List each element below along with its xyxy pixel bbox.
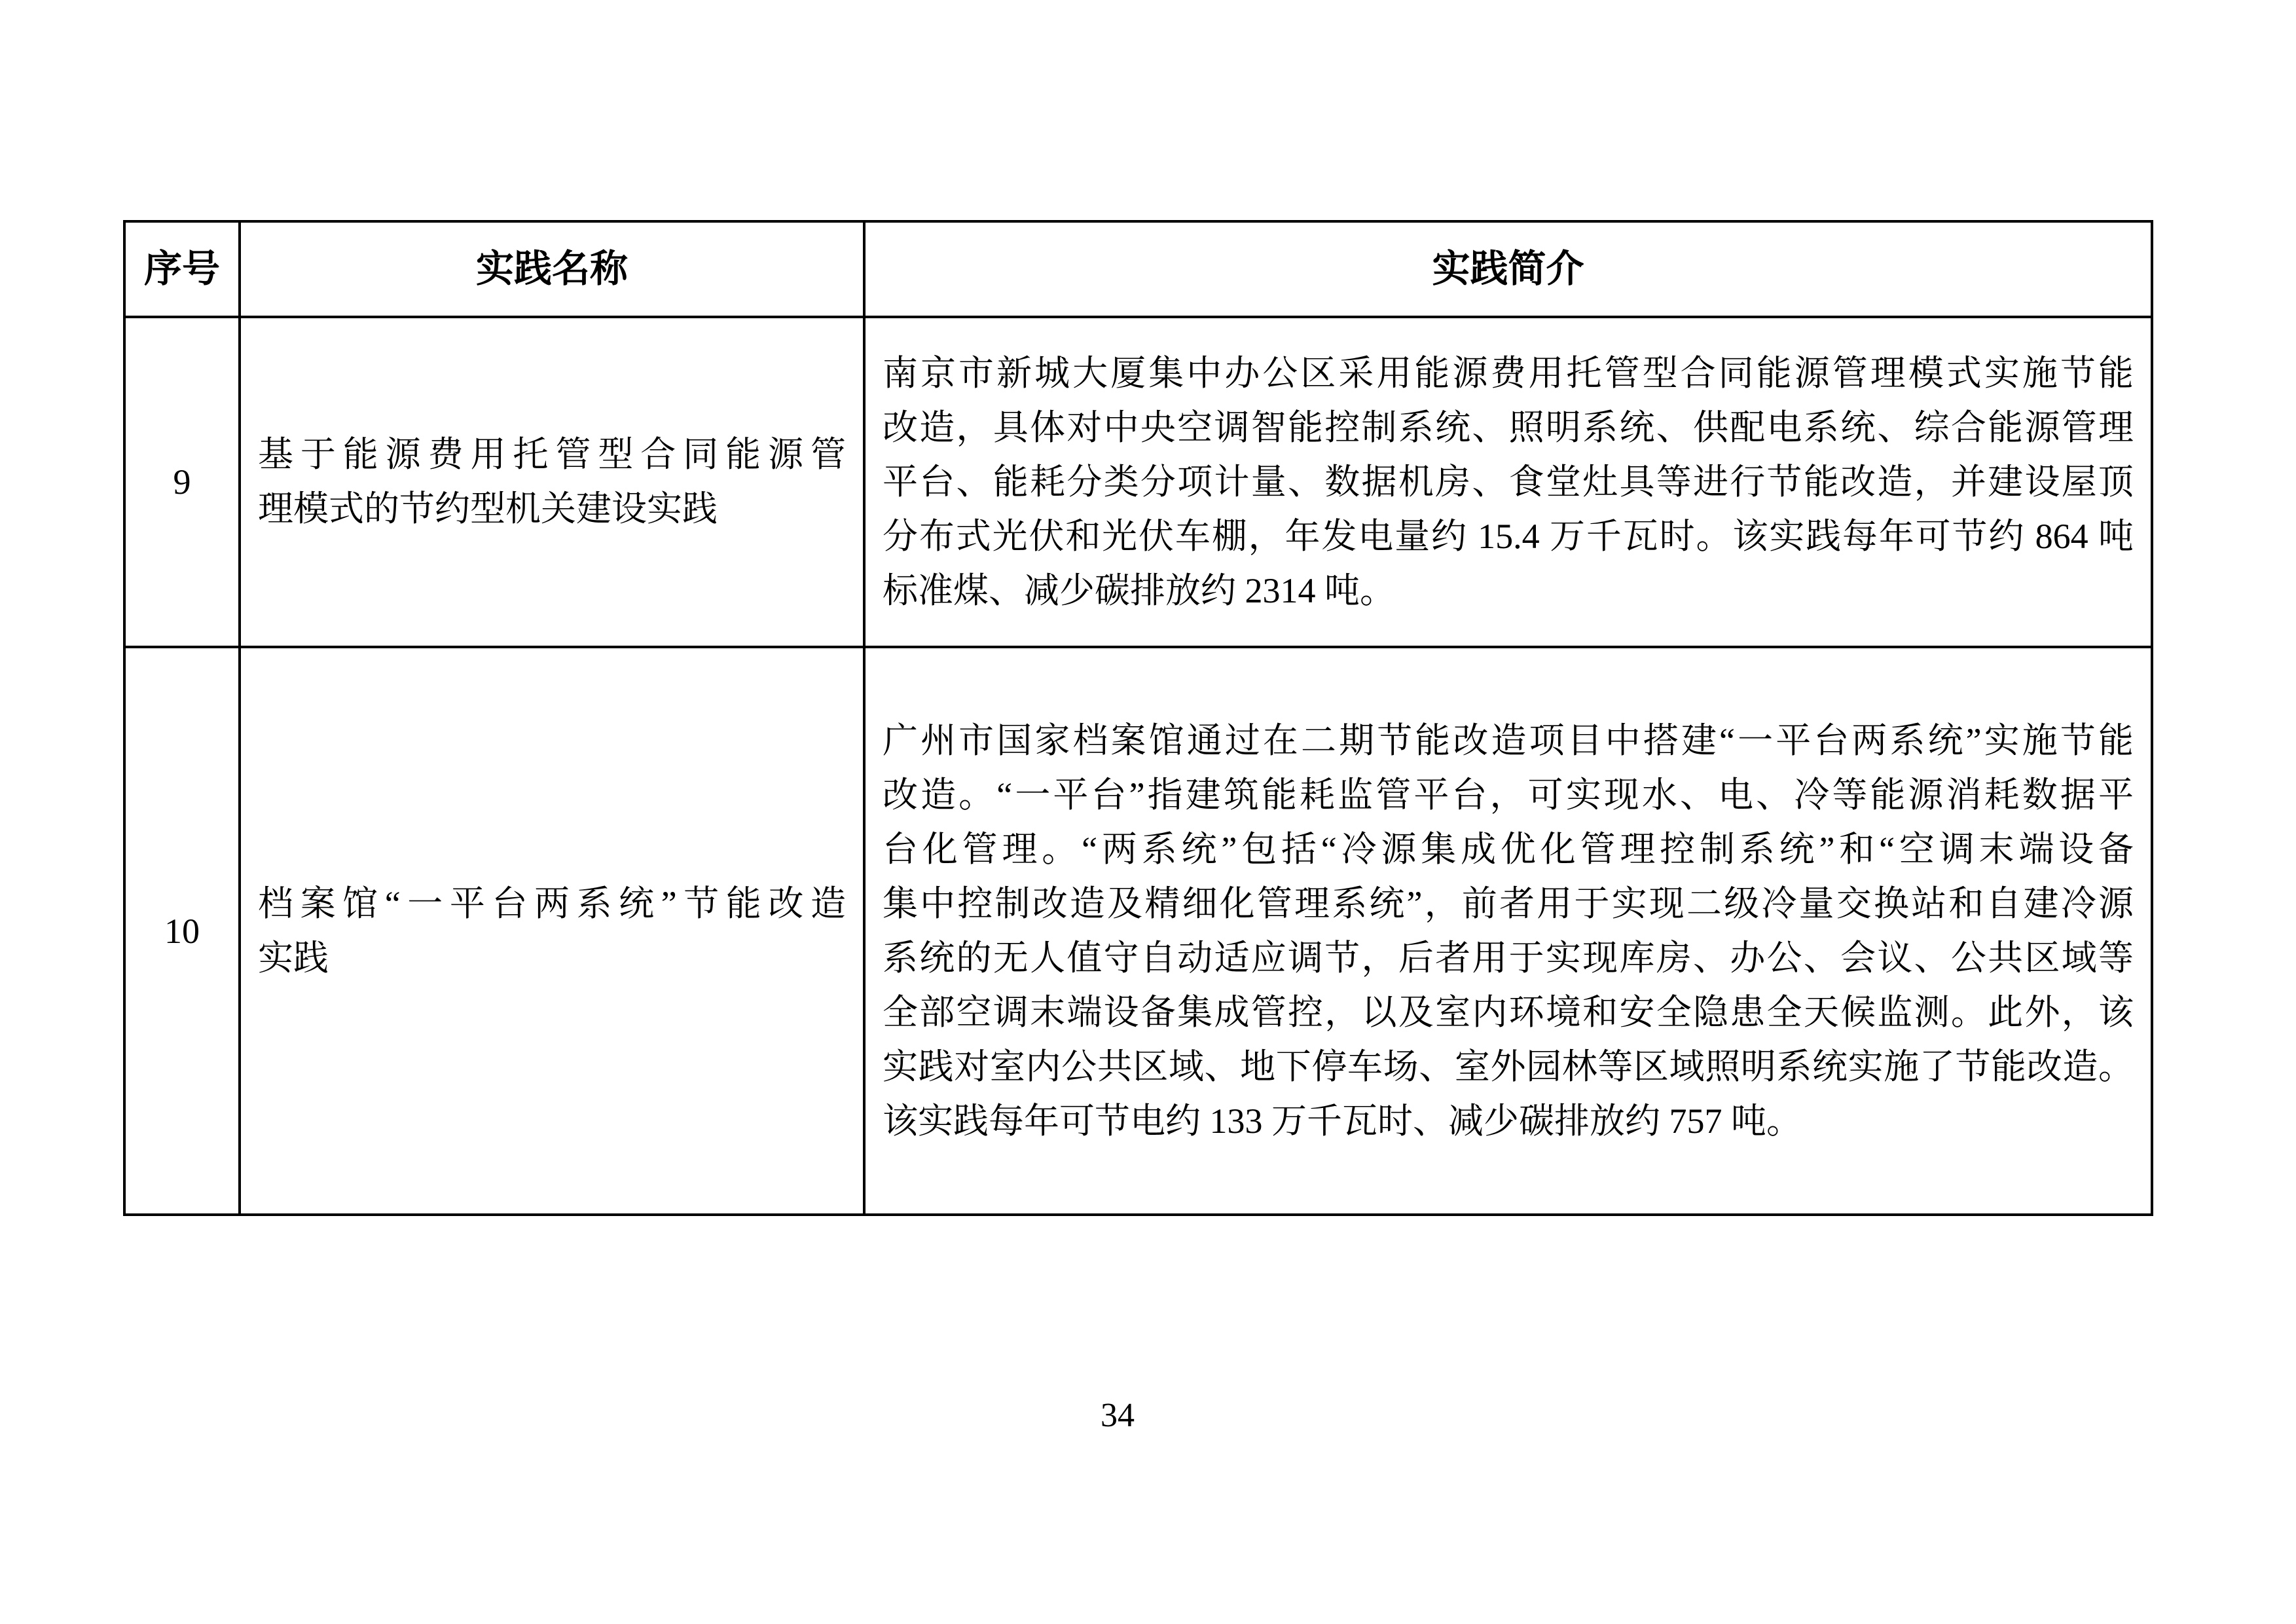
row-index: 10 bbox=[124, 647, 240, 1215]
text-line: 全部空调末端设备集成管控，以及室内环境和安全隐患全天候监测。此外，该 bbox=[883, 992, 2134, 1032]
practice-intro-cell bbox=[864, 317, 2152, 647]
table-header-row bbox=[124, 221, 2152, 317]
practice-name-cell bbox=[240, 317, 864, 647]
practice-intro-cell bbox=[864, 647, 2152, 1215]
text-line: 系统的无人值守自动适应调节，后者用于实现库房、办公、会议、公共区域等 bbox=[883, 938, 2134, 978]
text-line: 集中控制改造及精细化管理系统”，前者用于实现二级冷量交换站和自建冷源 bbox=[883, 883, 2134, 923]
text-line: 实践 bbox=[258, 938, 329, 978]
practices-table bbox=[123, 220, 2153, 1216]
page-number: 34 bbox=[1101, 1397, 1135, 1434]
text-line: 改造。“一平台”指建筑能耗监管平台，可实现水、电、冷等能源消耗数据平 bbox=[883, 775, 2134, 815]
header-cell-intro: 实践简介 bbox=[864, 221, 2152, 317]
text-line: 理模式的节约型机关建设实践 bbox=[258, 489, 718, 528]
row-index: 9 bbox=[124, 317, 240, 647]
text-line: 广州市国家档案馆通过在二期节能改造项目中搭建“一平台两系统”实施节能 bbox=[883, 720, 2134, 760]
text-line: 档案馆“一平台两系统”节能改造 bbox=[258, 883, 846, 923]
text-line: 台化管理。“两系统”包括“冷源集成优化管理控制系统”和“空调末端设备 bbox=[883, 829, 2134, 869]
table-row bbox=[124, 317, 2152, 647]
text-line: 平台、能耗分类分项计量、数据机房、食堂灶具等进行节能改造，并建设屋顶 bbox=[883, 462, 2134, 502]
text-line: 改造，具体对中央空调智能控制系统、照明系统、供配电系统、综合能源管理 bbox=[883, 407, 2134, 447]
text-line: 基于能源费用托管型合同能源管 bbox=[258, 435, 846, 474]
header-cell-index: 序号 bbox=[124, 221, 240, 317]
text-line: 该实践每年可节电约 133 万千瓦时、减少碳排放约 757 吨。 bbox=[883, 1101, 1802, 1141]
header-cell-name: 实践名称 bbox=[240, 221, 864, 317]
practice-name-cell bbox=[240, 647, 864, 1215]
text-line: 标准煤、减少碳排放约 2314 吨。 bbox=[883, 570, 1395, 610]
text-line: 分布式光伏和光伏车棚，年发电量约 15.4 万千瓦时。该实践每年可节约 864 吨 bbox=[883, 516, 2134, 556]
text-line: 南京市新城大厦集中办公区采用能源费用托管型合同能源管理模式实施节能 bbox=[883, 353, 2134, 393]
text-line: 实践对室内公共区域、地下停车场、室外园林等区域照明系统实施了节能改造。 bbox=[883, 1046, 2134, 1086]
table-row bbox=[124, 647, 2152, 1215]
